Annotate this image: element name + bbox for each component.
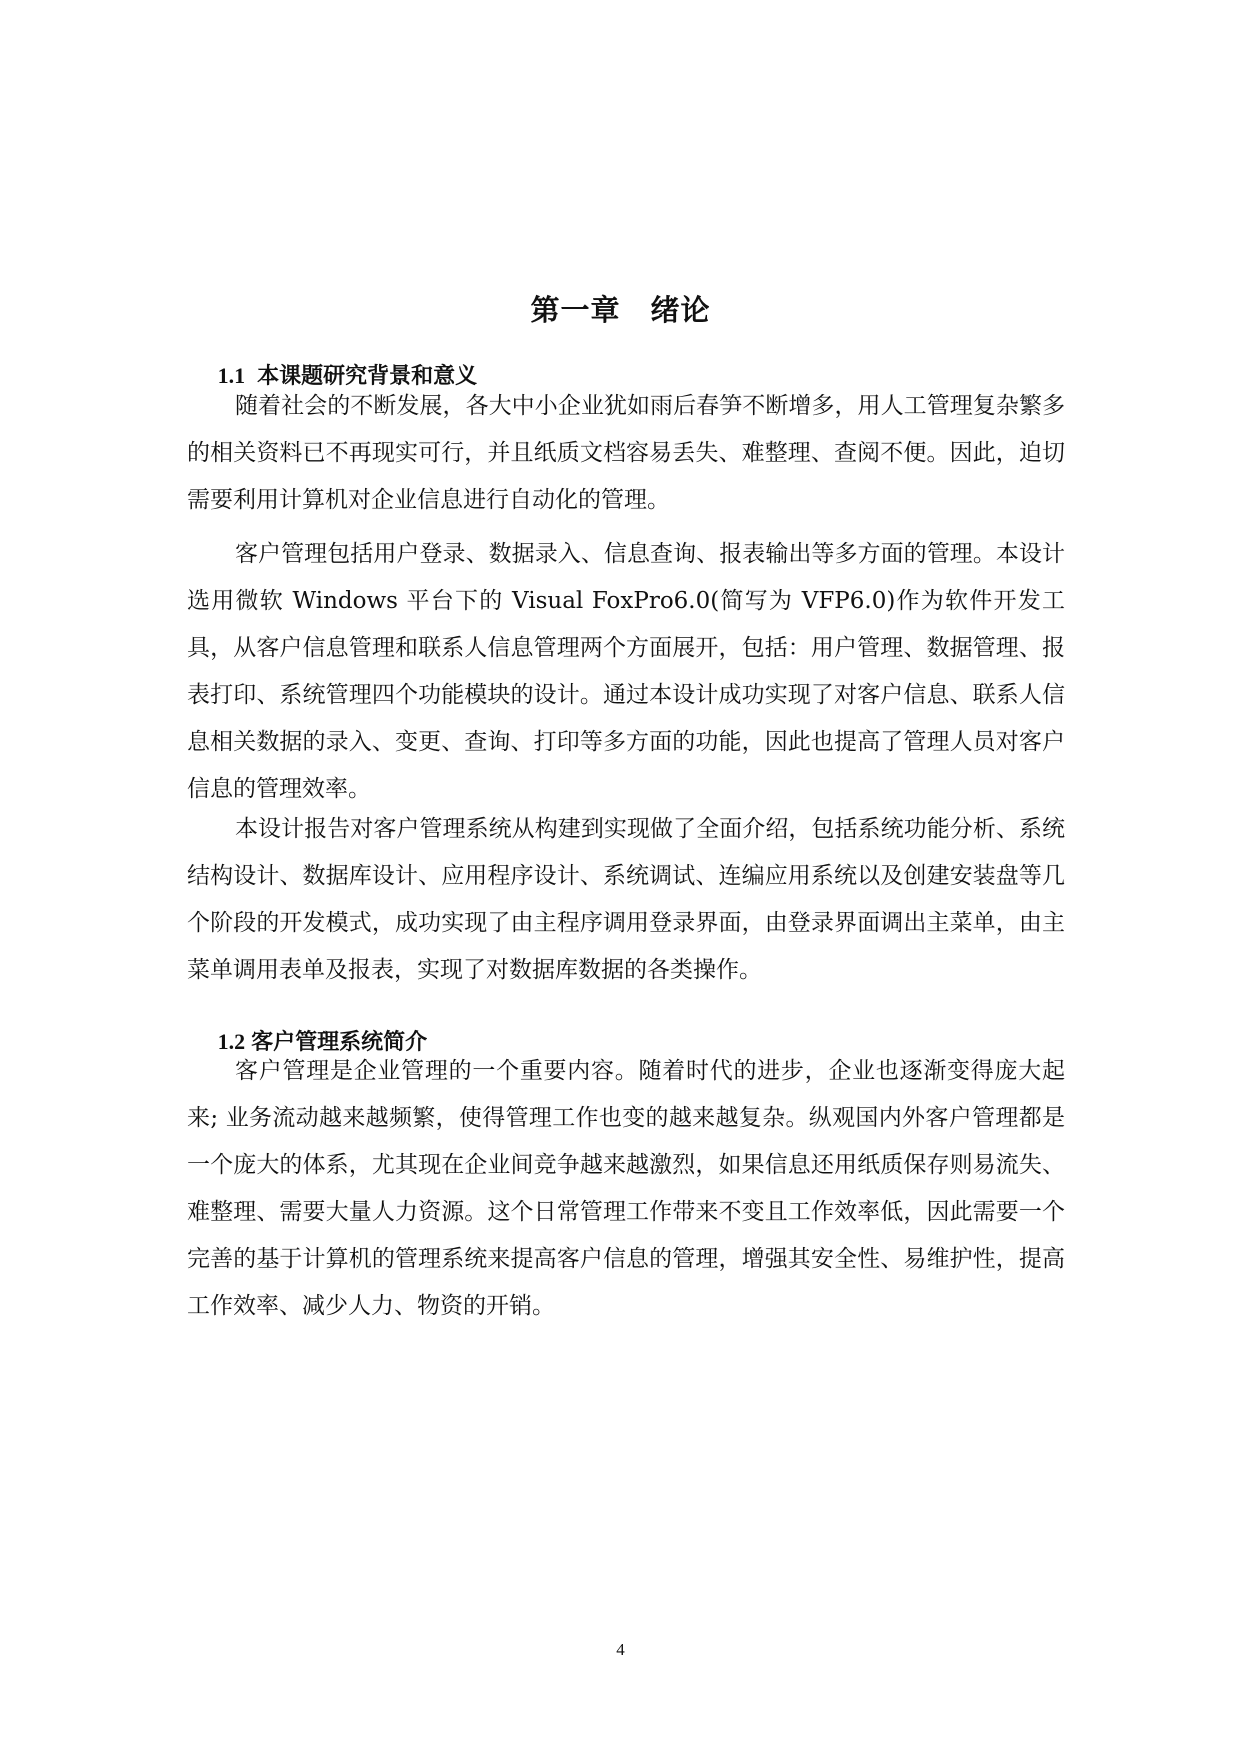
section-number: 1.2 (217, 1029, 246, 1054)
section-title: 本课题研究背景和意义 (257, 363, 478, 389)
paragraph: 本设计报告对客户管理系统从构建到实现做了全面介绍，包括系统功能分析、系统结构设计、数据库设计、应用程序设计、系统调试、连编应用系统以及创建安装盘等几个阶段的开发模式，成功实现了由主程序调用登录界面，由登录界面调出主菜单，由主菜单调用表单及报表，实现了对数据库数据的各类操作。 (187, 816, 1065, 983)
paragraph: 客户管理是企业管理的一个重要内容。随着时代的进步，企业也逐渐变得庞大起来; 业务流动越来越频繁，使得管理工作也变的越来越复杂。纵观国内外客户管理都是一个庞大的体系，尤其现在企业间竞争越来越激烈，如果信息还用纸质保存则易流失、难整理、需要大量人力资源。这个日常管理工作带来不变且工作效率低，因此需要一个完善的基于计算机的管理系统来提高客户信息的管理，增强其安全性、易维护性，提高工作效率、减少人力、物资的开销。 (187, 1058, 1065, 1319)
paragraph: 客户管理包括用户登录、数据录入、信息查询、报表输出等多方面的管理。本设计选用微软 Windows 平台下的 Visual FoxPro6.0(简写为 VFP6.0)作为软件开发工具，从客户信息管理和联系人信息管理两个方面展开，包括：用户管理、数据管理、报表打印、系统管理四个功能模块的设计。通过本设计成功实现了对客户信息、联系人信息相关数据的录入、变更、查询、打印等多方面的功能，因此也提高了管理人员对客户信息的管理效率。 (187, 541, 1065, 802)
page-number: 4 (616, 1640, 625, 1659)
section-title: 客户管理系统简介 (251, 1029, 428, 1055)
chapter-title: 第一章 绪论 (530, 293, 711, 327)
section-number: 1.1 (217, 363, 246, 388)
paragraph: 随着社会的不断发展，各大中小企业犹如雨后春笋不断增多，用人工管理复杂繁多的相关资料已不再现实可行，并且纸质文档容易丢失、难整理、查阅不便。因此，迫切需要利用计算机对企业信息进行自动化的管理。 (187, 393, 1065, 513)
